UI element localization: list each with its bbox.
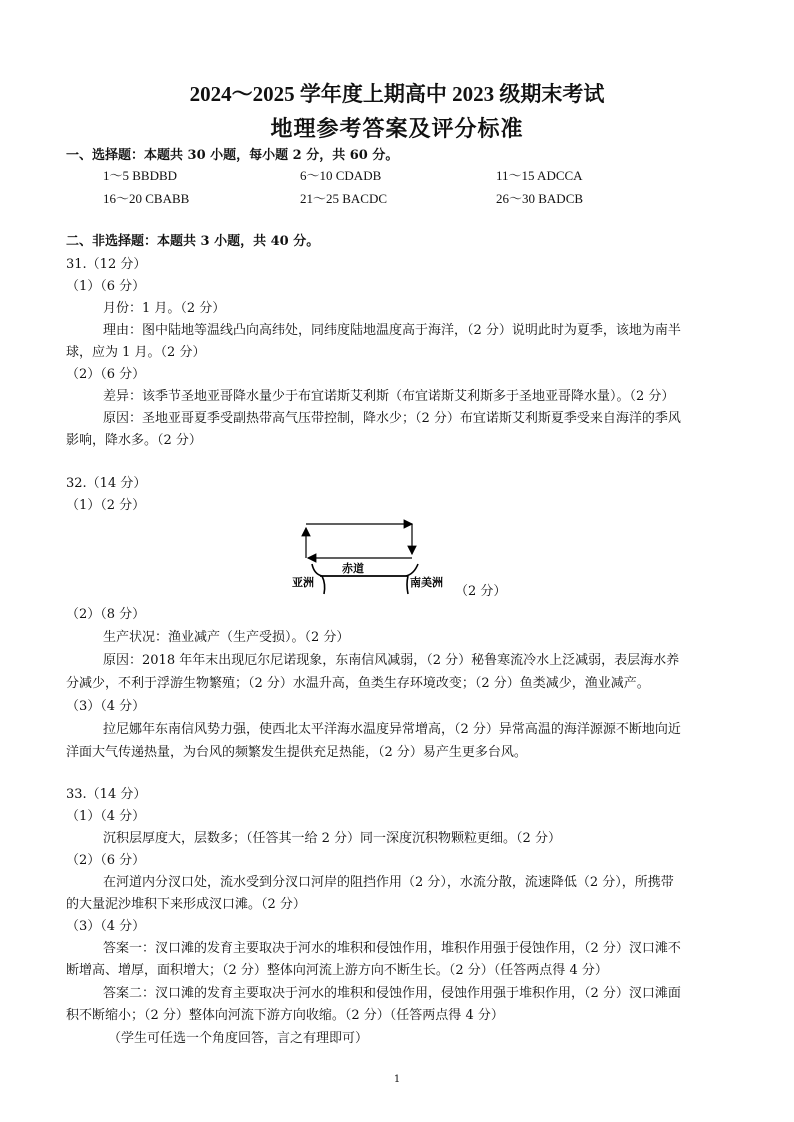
q31-line: 原因：圣地亚哥夏季受副热带高气压带控制，降水少；（2 分）布宜诺斯艾利斯夏季受来自海洋的季风 — [103, 411, 681, 426]
answer-group-16-20: 16～20 CBABB — [103, 191, 190, 206]
exam-subtitle: 地理参考答案及评分标准 — [270, 116, 524, 141]
q31-line: 理由：图中陆地等温线凸向高纬处，同纬度陆地温度高于海洋，（2 分）说明此时为夏季，该地为南半 — [103, 323, 681, 338]
q32-line: 分减少，不利于浮游生物繁殖；（2 分）水温升高，鱼类生存环境改变；（2 分）鱼类减少，渔业减产。 — [66, 676, 650, 691]
answer-group-26-30: 26～30 BADCB — [496, 191, 584, 206]
south-america-coast-lower — [407, 576, 408, 594]
q31-part1: （1）（6 分） — [66, 279, 146, 294]
q32-diagram-score: （2 分） — [455, 584, 507, 599]
section1-heading: 一、选择题：本题共 30 小题，每小题 2 分，共 60 分。 — [66, 148, 399, 163]
q32-part3: （3）（4 分） — [66, 699, 146, 714]
q33-part1: （1）（4 分） — [66, 809, 146, 824]
asia-coast-lower — [322, 576, 325, 594]
q33-line: 断增高、增厚，面积增大；（2 分）整体向河流上游方向不断生长。（2 分）（任答两点得 4 分） — [66, 963, 608, 978]
label-south-america: 南美洲 — [410, 576, 443, 589]
section2-heading: 二、非选择题：本题共 3 小题，共 40 分。 — [66, 234, 320, 249]
q32-line: 原因：2018 年年末出现厄尔尼诺现象，东南信风减弱，（2 分）秘鲁寒流冷水上泛减弱，表层海水养 — [103, 653, 680, 668]
q33-line: 答案一：汊口滩的发育主要取决于河水的堆积和侵蚀作用，堆积作用强于侵蚀作用，（2 分）汊口滩不 — [103, 941, 681, 956]
q31-line: 差异：该季节圣地亚哥降水量少于布宜诺斯艾利斯（布宜诺斯艾利斯多于圣地亚哥降水量）。（2 分） — [103, 389, 675, 404]
q32-line: 洋面大气传递热量，为台风的频繁发生提供充足热能，（2 分）易产生更多台风。 — [66, 745, 527, 760]
south-america-coast — [406, 564, 418, 576]
q33-line: 的大量泥沙堆积下来形成汊口滩。（2 分） — [66, 897, 306, 912]
q33-line: 积不断缩小；（2 分）整体向河流下游方向收缩。（2 分）（任答两点得 4 分） — [66, 1008, 504, 1023]
q31-part2: （2）（6 分） — [66, 367, 146, 382]
asia-coast — [312, 564, 322, 576]
label-equator: 赤道 — [342, 562, 364, 575]
q33-line: 在河道内分汊口处，流水受到分汊口河岸的阻挡作用（2 分），水流分散，流速降低（2 分），所携带 — [103, 875, 674, 890]
q33-note: （学生可任选一个角度回答，言之有理即可） — [108, 1031, 369, 1046]
q33-part2: （2）（6 分） — [66, 853, 146, 868]
q32-part2: （2）（8 分） — [66, 607, 146, 622]
q33-number: 33.（14 分） — [66, 787, 147, 802]
answer-group-1-5: 1～5 BBDBD — [103, 168, 178, 183]
q33-line: 答案二：汊口滩的发育主要取决于河水的堆积和侵蚀作用，侵蚀作用强于堆积作用，（2 分）汊口滩面 — [103, 986, 681, 1001]
q32-part1: （1）（2 分） — [66, 498, 146, 513]
q33-line: 沉积层厚度大，层数多；（任答其一给 2 分）同一深度沉积物颗粒更细。（2 分） — [103, 831, 561, 846]
q31-line: 球，应为 1 月。（2 分） — [66, 345, 206, 360]
answer-group-6-10: 6～10 CDADB — [300, 168, 382, 183]
q31-line: 影响，降水多。（2 分） — [66, 433, 202, 448]
answer-group-11-15: 11～15 ADCCA — [496, 168, 583, 183]
exam-title: 2024～2025 学年度上期高中 2023 级期末考试 — [189, 82, 605, 106]
q33-part3: （3）（4 分） — [66, 919, 146, 934]
label-asia: 亚洲 — [292, 576, 314, 589]
q31-line: 月份：1 月。（2 分） — [103, 301, 226, 316]
answer-group-21-25: 21～25 BACDC — [300, 191, 388, 206]
q32-line: 拉尼娜年东南信风势力强，使西北太平洋海水温度异常增高，（2 分）异常高温的海洋源源不断地向近 — [103, 722, 681, 737]
q32-number: 32.（14 分） — [66, 476, 147, 491]
q31-number: 31.（12 分） — [66, 257, 147, 272]
page-number: 1 — [393, 1074, 401, 1085]
q32-line: 生产状况：渔业减产（生产受损）。（2 分） — [103, 630, 350, 645]
